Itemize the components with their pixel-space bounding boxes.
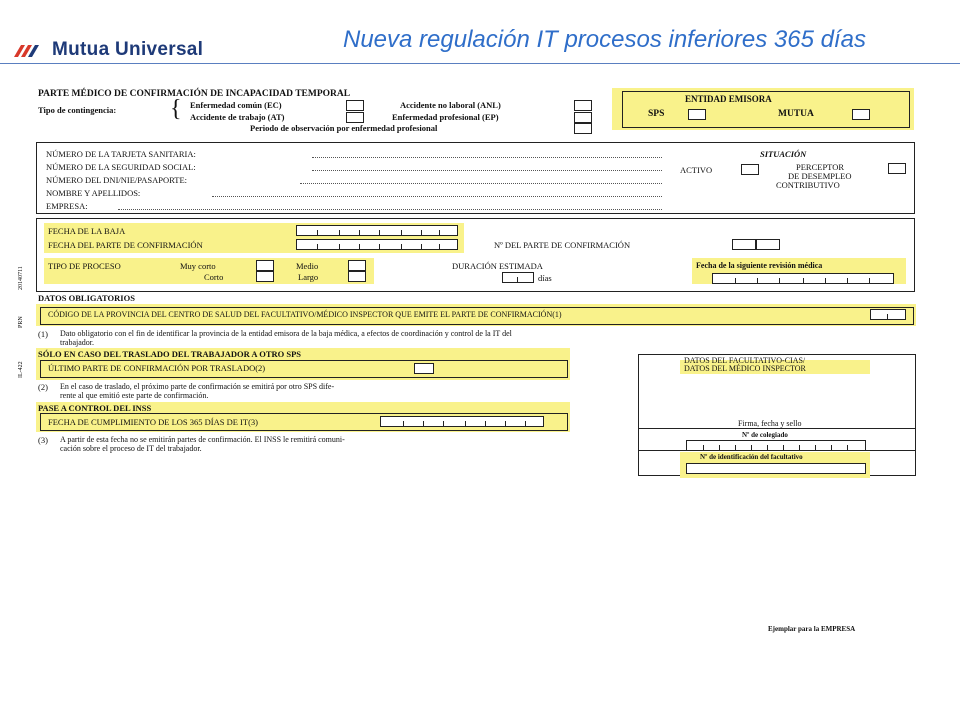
- identificacion-facultativo-field[interactable]: [686, 463, 866, 474]
- entidad-mutua-checkbox[interactable]: [852, 109, 870, 120]
- ultimo-parte-checkbox[interactable]: [414, 363, 434, 374]
- tipo-proceso-label: TIPO DE PROCESO: [48, 261, 121, 271]
- num-parte-field-2[interactable]: [756, 239, 780, 250]
- situacion-title: SITUACIÓN: [760, 149, 807, 159]
- tarjeta-sanitaria-field[interactable]: [312, 157, 662, 158]
- situacion-perceptor-label-2: DE DESEMPLEO: [788, 171, 852, 181]
- facultativo-title-line1: DATOS DEL FACULTATIVO-CIAS/: [684, 356, 806, 365]
- brace-symbol: {: [170, 96, 182, 122]
- colegiado-label: Nº de colegiado: [742, 431, 788, 439]
- contingencia-anl-label: Accidente no laboral (ANL): [400, 100, 501, 110]
- inss-fecha-label: FECHA DE CUMPLIMIENTO DE LOS 365 DÍAS DE IT(3): [48, 417, 258, 427]
- note2-text-line1: En el caso de traslado, el próximo parte de confirmación se emitirá por otro SPS dife-: [60, 382, 335, 391]
- medio-checkbox[interactable]: [348, 260, 366, 271]
- contingencia-label: Tipo de contingencia:: [38, 105, 117, 115]
- empresa-field[interactable]: [118, 209, 662, 210]
- datos-obligatorios-title: DATOS OBLIGATORIOS: [38, 293, 135, 303]
- inss-fecha-field[interactable]: [380, 416, 544, 427]
- note1-number: (1): [38, 329, 48, 339]
- contingencia-at-label: Accidente de trabajo (AT): [190, 112, 285, 122]
- contingencia-at-checkbox[interactable]: [346, 112, 364, 123]
- entidad-sps-checkbox[interactable]: [688, 109, 706, 120]
- logo-text: Mutua Universal: [52, 39, 204, 60]
- side-code-c: IL-422: [18, 361, 24, 378]
- facultativo-title-line2: DATOS DEL MÉDICO INSPECTOR: [684, 364, 806, 373]
- logo-mark-icon: [14, 42, 44, 58]
- num-parte-field-1[interactable]: [732, 239, 756, 250]
- contingencia-obs-label: Periodo de observación por enfermedad profesional: [250, 123, 438, 133]
- firma-label: Firma, fecha y sello: [738, 419, 802, 428]
- codigo-provincia-label: CÓDIGO DE LA PROVINCIA DEL CENTRO DE SALUD DEL FACULTATIVO/MÉDICO INSPECTOR QUE EMITE EL PARTE DE CONFIRMACIÓN(1): [48, 310, 562, 319]
- num-parte-label: Nº DEL PARTE DE CONFIRMACIÓN: [494, 240, 631, 250]
- note1-text-line2: trabajador.: [60, 338, 94, 347]
- codigo-provincia-field[interactable]: [870, 309, 906, 320]
- siguiente-revision-field[interactable]: [712, 273, 894, 284]
- note3-text-line2: cación sobre el proceso de IT del trabajador.: [60, 444, 202, 453]
- traslado-title: SÓLO EN CASO DEL TRASLADO DEL TRABAJADOR A OTRO SPS: [38, 349, 302, 359]
- situacion-activo-label: ACTIVO: [680, 165, 713, 175]
- largo-checkbox[interactable]: [348, 271, 366, 282]
- side-code-a: 20140711: [18, 266, 24, 290]
- fecha-baja-label: FECHA DE LA BAJA: [48, 226, 126, 236]
- contingencia-ep-label: Enfermedad profesional (EP): [392, 112, 499, 122]
- dias-label: días: [538, 273, 552, 283]
- form-title: PARTE MÉDICO DE CONFIRMACIÓN DE INCAPACIDAD TEMPORAL: [38, 89, 351, 99]
- identificacion-facultativo-label: Nº de identificación del facultativo: [700, 453, 803, 461]
- muy-corto-label: Muy corto: [180, 261, 216, 271]
- contingencia-obs-checkbox[interactable]: [574, 123, 592, 134]
- situacion-activo-checkbox[interactable]: [741, 164, 759, 175]
- empresa-label: EMPRESA:: [46, 201, 88, 211]
- header-divider: [0, 63, 960, 64]
- fecha-parte-field[interactable]: [296, 239, 458, 250]
- nombre-label: NOMBRE Y APELLIDOS:: [46, 188, 141, 198]
- tarjeta-sanitaria-label: NÚMERO DE LA TARJETA SANITARIA:: [46, 149, 196, 159]
- contingencia-anl-checkbox[interactable]: [574, 100, 592, 111]
- seguridad-social-label: NÚMERO DE LA SEGURIDAD SOCIAL:: [46, 162, 196, 172]
- side-code-b: PRN: [18, 316, 24, 328]
- ultimo-parte-label: ÚLTIMO PARTE DE CONFIRMACIÓN POR TRASLADO(2): [48, 363, 266, 373]
- duracion-label: DURACIÓN ESTIMADA: [452, 261, 543, 271]
- dni-label: NÚMERO DEL DNI/NIE/PASAPORTE:: [46, 175, 188, 185]
- note2-text-line2: rente al que emitió este parte de confirmación.: [60, 391, 209, 400]
- slide-title: Nueva regulación IT procesos inferiores 365 días: [343, 26, 866, 53]
- contingencia-ec-checkbox[interactable]: [346, 100, 364, 111]
- note3-number: (3): [38, 435, 48, 445]
- fecha-baja-field[interactable]: [296, 225, 458, 236]
- medio-label: Medio: [296, 261, 319, 271]
- contingencia-ep-checkbox[interactable]: [574, 112, 592, 123]
- entidad-mutua-label: MUTUA: [778, 109, 814, 119]
- note1-text-line1: Dato obligatorio con el fin de identificar la provincia de la entidad emisora de la baja médica, a efectos de coordinación y control de la IT del: [60, 329, 512, 338]
- facultativo-divider-1: [638, 428, 916, 429]
- entidad-sps-label: SPS: [648, 109, 665, 119]
- corto-checkbox[interactable]: [256, 271, 274, 282]
- note2-number: (2): [38, 382, 48, 392]
- facultativo-divider-2: [638, 450, 916, 451]
- situacion-perceptor-label-1: PERCEPTOR: [796, 162, 845, 172]
- ejemplar-label: Ejemplar para la EMPRESA: [768, 625, 856, 633]
- corto-label: Corto: [204, 272, 224, 282]
- situacion-perceptor-label-3: CONTRIBUTIVO: [776, 180, 840, 190]
- contingencia-ec-label: Enfermedad común (EC): [190, 100, 282, 110]
- largo-label: Largo: [298, 272, 319, 282]
- entidad-emisora-title: ENTIDAD EMISORA: [685, 94, 772, 104]
- inss-title: PASE A CONTROL DEL INSS: [38, 403, 152, 413]
- mutua-universal-logo: [14, 38, 244, 64]
- note3-text-line1: A partir de esta fecha no se emitirán partes de confirmación. El INSS le remitirá comuni-: [60, 435, 345, 444]
- muy-corto-checkbox[interactable]: [256, 260, 274, 271]
- siguiente-revision-label: Fecha de la siguiente revisión médica: [696, 261, 823, 270]
- dni-field[interactable]: [300, 183, 662, 184]
- fecha-parte-label: FECHA DEL PARTE DE CONFIRMACIÓN: [48, 240, 203, 250]
- duracion-field[interactable]: [502, 272, 534, 283]
- seguridad-social-field[interactable]: [312, 170, 662, 171]
- nombre-field[interactable]: [212, 196, 662, 197]
- situacion-perceptor-checkbox[interactable]: [888, 163, 906, 174]
